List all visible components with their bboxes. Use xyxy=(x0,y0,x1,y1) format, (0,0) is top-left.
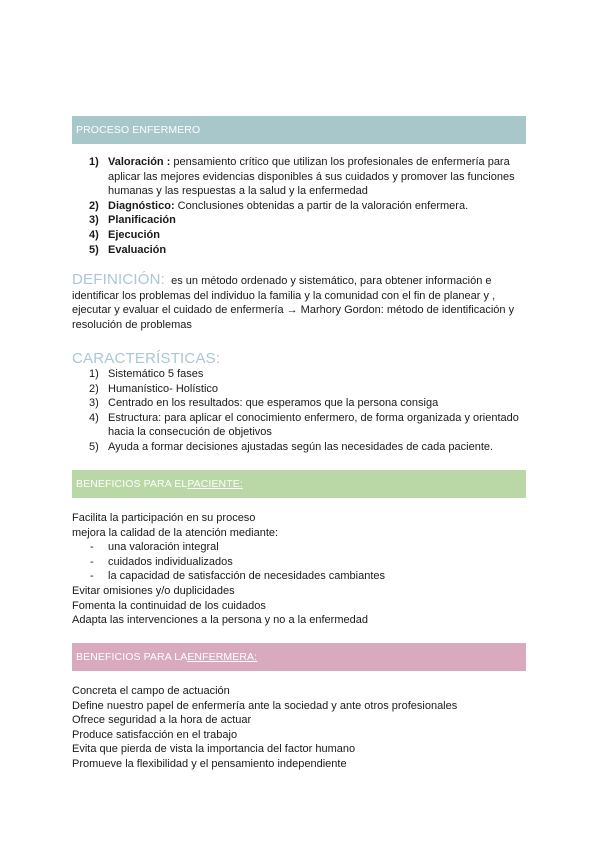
list-item: 1) Sistemático 5 fases xyxy=(89,368,204,380)
item-term: Ejecución xyxy=(108,228,160,241)
list-item: Evita que pierda de vista la importancia del factor humano xyxy=(72,743,356,756)
section-title: PROCESO ENFERMERO xyxy=(76,124,201,136)
characteristics-list xyxy=(72,367,526,455)
item-term: Planificación xyxy=(108,214,176,227)
item-term: Diagnóstico: xyxy=(108,199,175,212)
underlined-word: PACIENTE: xyxy=(187,478,243,490)
list-item: mejora la calidad de la atención mediante: xyxy=(72,526,279,539)
list-item: Ofrece seguridad a la hora de actuar xyxy=(72,714,252,727)
list-item: Promueve la flexibilidad y el pensamiento independiente xyxy=(72,757,347,770)
list-item: Fomenta la continuidad de los cuidados xyxy=(72,599,266,612)
sub-list-item: - la capacidad de satisfacción de necesidades cambiantes xyxy=(90,570,386,583)
list-item: 2) Diagnóstico: Conclusiones obtenidas a partir de la valoración enfermera. xyxy=(89,199,469,212)
patient-benefits-list xyxy=(72,511,526,628)
list-item: Concreta el campo de actuación xyxy=(72,685,230,697)
list-item: Adapta las intervenciones a la persona y no a la enfermedad xyxy=(72,614,368,627)
underlined-word: ENFERMERA: xyxy=(187,651,258,663)
item-text: Conclusiones obtenidas a partir de la valoración enfermera. xyxy=(174,199,469,212)
proceso-steps-list xyxy=(72,155,526,257)
definition-heading: DEFINICIÓN: xyxy=(72,271,166,288)
item-term: Valoración : xyxy=(108,156,171,168)
list-item: 5) Evaluación xyxy=(89,243,167,256)
nurse-benefits-list xyxy=(72,684,526,772)
list-item: 3) Planificación xyxy=(89,214,176,227)
item-term: Evaluación xyxy=(108,243,167,256)
sub-list-item: - cuidados individualizados xyxy=(90,555,233,568)
list-item: 4) Estructura: para aplicar el conocimiento enfermero, de forma organizada y orientado hacia la consecución de objetivos xyxy=(89,411,519,439)
list-item: 1) Valoración : pensamiento crítico que utilizan los profesionales de enfermería para aplicar las mejores evidencias disponibles á sus cuidados y promover las funciones humanas y las respuestas a la salud y la enfermedad xyxy=(89,156,515,198)
list-item: 5) Ayuda a formar decisiones ajustadas según las necesidades de cada paciente. xyxy=(89,440,494,453)
definition-paragraph xyxy=(72,273,526,332)
list-item: Define nuestro papel de enfermería ante la sociedad y ante otros profesionales xyxy=(72,699,458,712)
list-item: 4) Ejecución xyxy=(89,228,160,241)
sub-list-item: - una valoración integral xyxy=(90,541,219,554)
item-text: pensamiento crítico que utilizan los profesionales de enfermería para aplicar las mejores evidencias disponibles á sus cuidados y promover las funciones humanas y las respuestas a la salud y la enfermedad xyxy=(108,156,515,198)
list-item: Facilita la participación en su proceso xyxy=(72,512,256,524)
list-item: 3) Centrado en los resultados: que esperamos que la persona consiga xyxy=(89,397,439,410)
section-header-beneficios-paciente: BENEFICIOS PARA EL PACIENTE: xyxy=(72,470,526,498)
list-item: Produce satisfacción en el trabajo xyxy=(72,728,238,741)
section-header-proceso-enfermero xyxy=(72,116,526,144)
definition-text: es un método ordenado y sistemático, para obtener información e identificar los problemas del individuo la familia y la comunidad con el fin de planear y , ejecutar y evaluar el cuidado de enfermería → Marhory Gordon: método de identificación y resolución de problemas xyxy=(72,275,515,331)
section-header-beneficios-enfermera: BENEFICIOS PARA LA ENFERMERA: xyxy=(72,643,526,671)
list-item: Evitar omisiones y/o duplicidades xyxy=(72,584,235,597)
characteristics-heading: CARACTERÍSTICAS: xyxy=(72,350,221,367)
list-item: 2) Humanístico- Holístico xyxy=(89,382,219,395)
